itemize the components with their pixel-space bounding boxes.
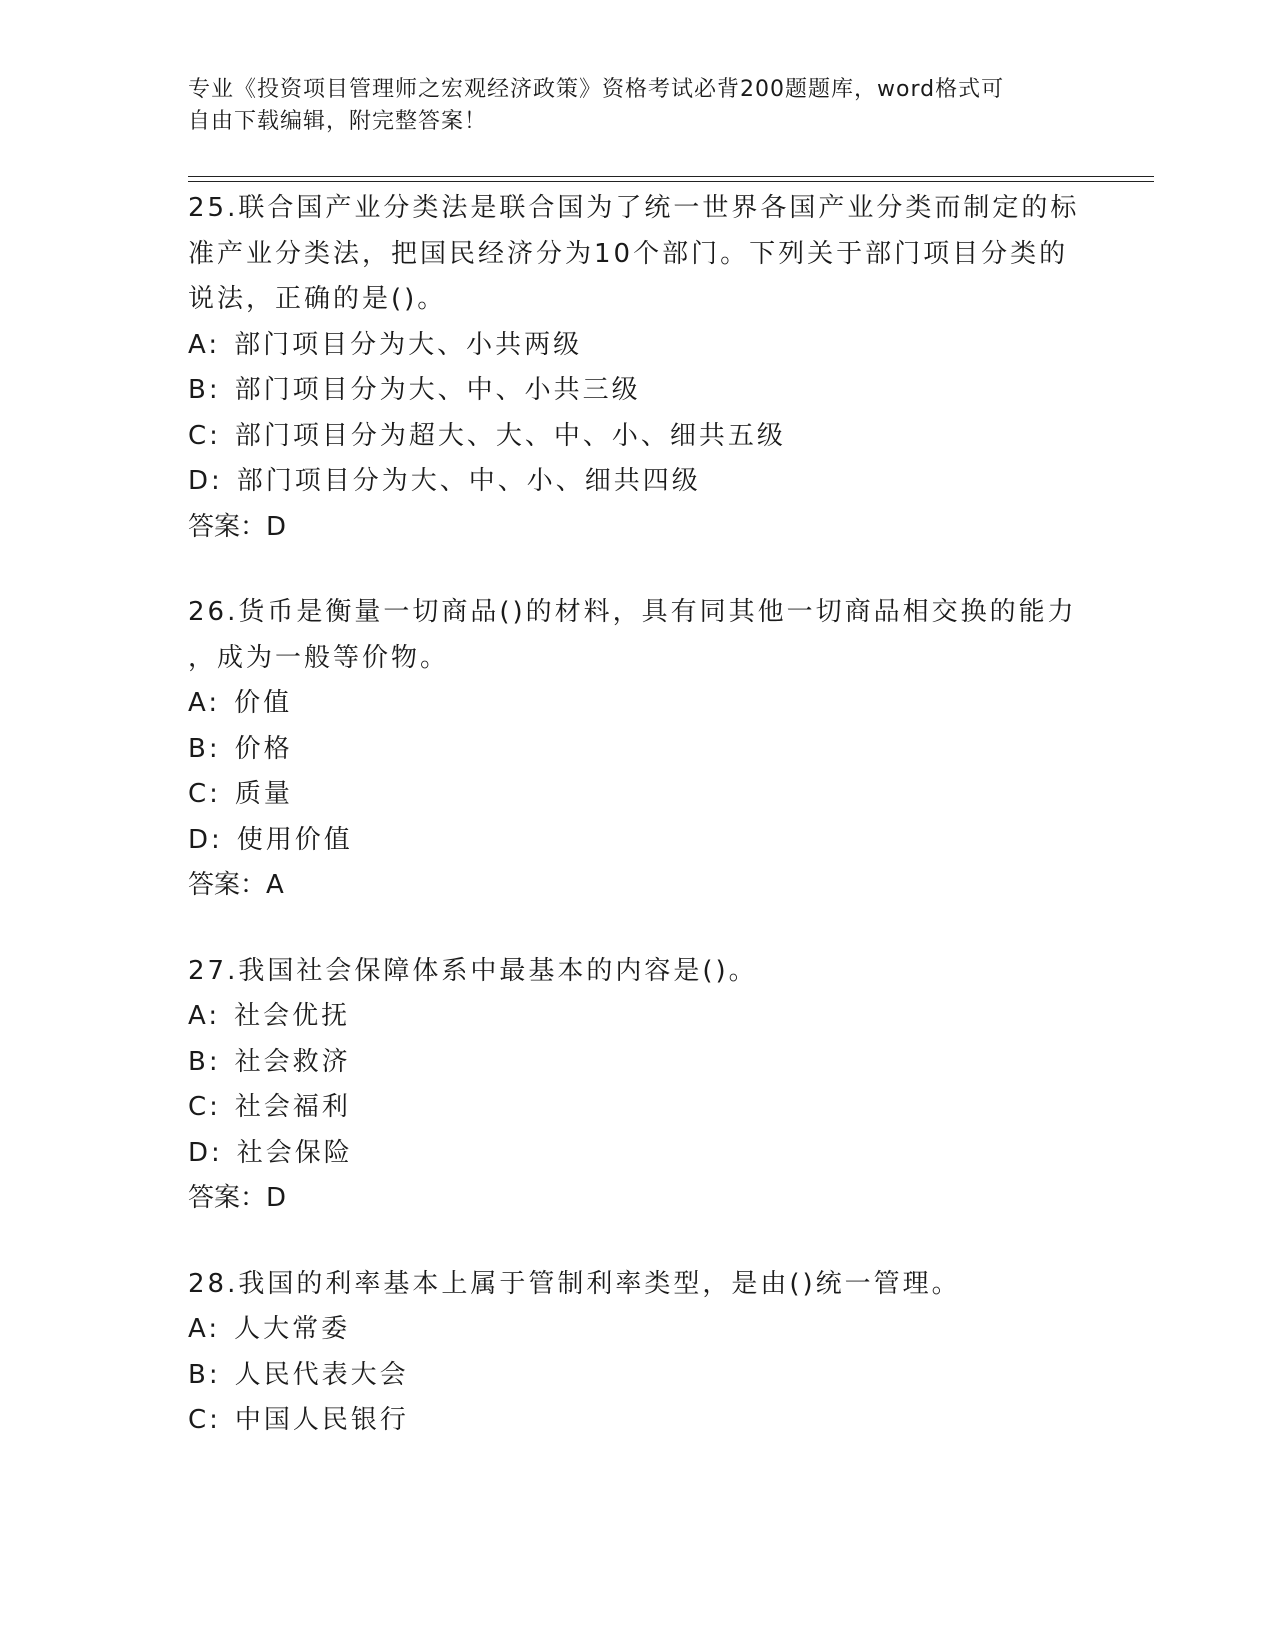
question-stem-line: 26.货币是衡量一切商品()的材料，具有同其他一切商品相交换的能力: [188, 597, 1077, 627]
option-a: [188, 1307, 1088, 1353]
option-text: 部门项目分为大、中、小共三级: [234, 375, 641, 405]
option-text: 价值: [234, 688, 293, 718]
option-text: 社会福利: [234, 1092, 351, 1122]
option-text: 质量: [234, 779, 293, 809]
option-letter: B:: [188, 1046, 221, 1077]
option-b: [188, 368, 1088, 414]
option-letter: D:: [188, 466, 223, 496]
option-text: 部门项目分为大、中、小、细共四级: [236, 466, 701, 496]
question-list: [188, 186, 1088, 1484]
question-26: [188, 590, 1088, 909]
option-letter: D:: [188, 1137, 223, 1168]
option-a: [188, 681, 1088, 727]
option-text: 价格: [234, 733, 293, 764]
option-letter: C:: [188, 779, 221, 809]
question-stem-line: 28.我国的利率基本上属于管制利率类型，是由()统一管理。: [188, 1268, 961, 1299]
option-d: [188, 1131, 1088, 1177]
option-letter: A:: [188, 688, 221, 718]
option-letter: A:: [188, 1001, 221, 1031]
option-text: 使用价值: [236, 824, 353, 855]
answer-line: 答案：D: [188, 1183, 287, 1213]
option-letter: C:: [188, 1405, 221, 1435]
document-header: [188, 74, 1068, 138]
header-line-2: 自由下载编辑，附完整答案！: [188, 109, 488, 134]
header-line-1: 专业《投资项目管理师之宏观经济政策》资格考试必背200题题库，word格式可: [188, 77, 1005, 102]
option-c: [188, 1398, 1088, 1444]
option-a: [188, 994, 1088, 1040]
option-b: [188, 1353, 1088, 1399]
option-letter: C:: [188, 420, 221, 451]
option-text: 人大常委: [234, 1314, 351, 1344]
option-d: [188, 818, 1088, 864]
option-text: 中国人民银行: [234, 1405, 409, 1435]
option-letter: A:: [188, 329, 221, 360]
option-letter: B:: [188, 1359, 221, 1390]
option-text: 社会保险: [236, 1137, 353, 1168]
option-text: 社会优抚: [234, 1001, 351, 1031]
option-c: [188, 1085, 1088, 1131]
option-text: 部门项目分为大、小共两级: [234, 329, 583, 360]
option-b: [188, 727, 1088, 773]
answer-line: 答案：A: [188, 870, 284, 900]
question-28: [188, 1262, 1088, 1444]
question-stem-line: 25.联合国产业分类法是联合国为了统一世界各国产业分类而制定的标: [188, 193, 1080, 223]
option-letter: B:: [188, 375, 221, 405]
option-letter: A:: [188, 1314, 221, 1344]
header-divider-bottom: [188, 181, 1154, 182]
question-27: [188, 949, 1088, 1222]
answer-line: 答案：D: [188, 511, 287, 542]
option-letter: B:: [188, 733, 221, 764]
option-a: [188, 323, 1088, 369]
question-stem-line: ，成为一般等价物。: [188, 642, 450, 673]
option-text: 人民代表大会: [234, 1359, 409, 1390]
option-c: [188, 414, 1088, 460]
option-letter: D:: [188, 824, 223, 855]
option-c: [188, 772, 1088, 818]
question-stem-line: 27.我国社会保障体系中最基本的内容是()。: [188, 955, 758, 986]
option-letter: C:: [188, 1092, 221, 1122]
option-text: 部门项目分为超大、大、中、小、细共五级: [234, 420, 786, 451]
question-25: [188, 186, 1088, 550]
question-stem-line: 说法，正确的是()。: [188, 284, 447, 314]
option-b: [188, 1040, 1088, 1086]
option-text: 社会救济: [234, 1046, 351, 1077]
option-d: [188, 459, 1088, 505]
header-divider-top: [188, 176, 1154, 177]
question-stem-line: 准产业分类法，把国民经济分为10个部门。下列关于部门项目分类的: [188, 238, 1069, 269]
